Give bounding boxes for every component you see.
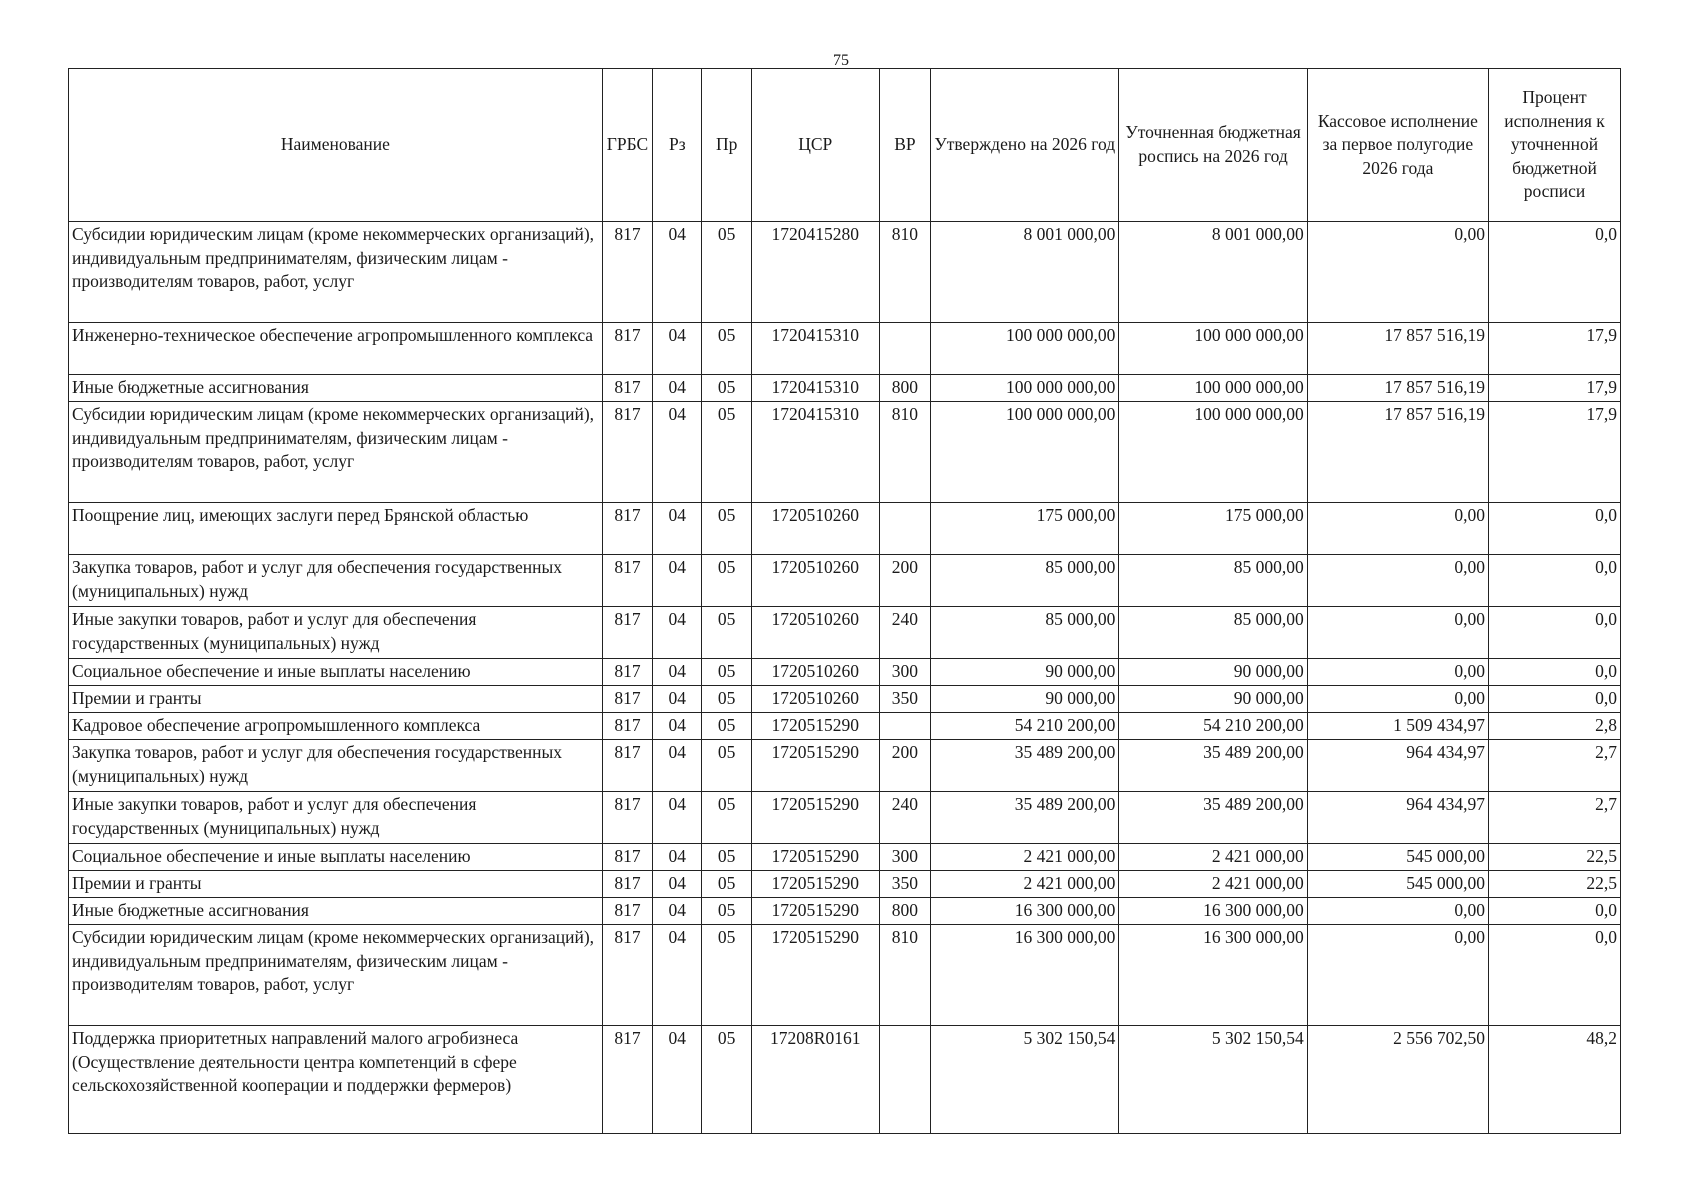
cell-cash: 545 000,00 — [1307, 871, 1488, 898]
cell-refined: 2 421 000,00 — [1119, 871, 1307, 898]
cell-percent: 2,7 — [1489, 792, 1621, 844]
cell-approved: 54 210 200,00 — [931, 713, 1119, 740]
cell-pr: 05 — [702, 323, 751, 375]
cell-rz: 04 — [653, 871, 702, 898]
cell-vr: 810 — [879, 925, 930, 1026]
table-row — [69, 898, 1621, 925]
cell-name: Субсидии юридическим лицам (кроме некоммерческих организаций), индивидуальным предпринимателям, физическим лицам - производителям товаров, работ, услуг — [69, 925, 603, 1026]
cell-csr: 1720510260 — [751, 555, 879, 607]
cell-csr: 1720515290 — [751, 740, 879, 792]
cell-approved: 175 000,00 — [931, 503, 1119, 555]
cell-rz: 04 — [653, 1026, 702, 1134]
cell-percent: 17,9 — [1489, 375, 1621, 402]
cell-grbs: 817 — [602, 402, 652, 503]
cell-approved: 2 421 000,00 — [931, 871, 1119, 898]
cell-rz: 04 — [653, 375, 702, 402]
cell-name: Иные бюджетные ассигнования — [69, 898, 603, 925]
cell-name: Инженерно-техническое обеспечение агропромышленного комплекса — [69, 323, 603, 375]
cell-pr: 05 — [702, 686, 751, 713]
cell-name: Социальное обеспечение и иные выплаты населению — [69, 659, 603, 686]
cell-approved: 90 000,00 — [931, 686, 1119, 713]
cell-refined: 90 000,00 — [1119, 686, 1307, 713]
cell-percent: 2,7 — [1489, 740, 1621, 792]
cell-pr: 05 — [702, 402, 751, 503]
cell-rz: 04 — [653, 555, 702, 607]
cell-rz: 04 — [653, 323, 702, 375]
header-name: Наименование — [69, 69, 603, 222]
cell-rz: 04 — [653, 925, 702, 1026]
cell-cash: 17 857 516,19 — [1307, 375, 1488, 402]
cell-rz: 04 — [653, 686, 702, 713]
cell-rz: 04 — [653, 740, 702, 792]
cell-vr: 810 — [879, 402, 930, 503]
cell-grbs: 817 — [602, 222, 652, 323]
cell-pr: 05 — [702, 713, 751, 740]
cell-approved: 2 421 000,00 — [931, 844, 1119, 871]
cell-pr: 05 — [702, 375, 751, 402]
cell-csr: 1720510260 — [751, 503, 879, 555]
cell-refined: 100 000 000,00 — [1119, 402, 1307, 503]
cell-grbs: 817 — [602, 323, 652, 375]
table-row — [69, 222, 1621, 323]
cell-approved: 90 000,00 — [931, 659, 1119, 686]
cell-vr — [879, 503, 930, 555]
page-number: 75 — [833, 52, 849, 69]
table-row — [69, 844, 1621, 871]
cell-percent: 22,5 — [1489, 844, 1621, 871]
cell-csr: 1720515290 — [751, 871, 879, 898]
cell-name: Иные закупки товаров, работ и услуг для обеспечения государственных (муниципальных) нужд — [69, 607, 603, 659]
cell-approved: 100 000 000,00 — [931, 323, 1119, 375]
table-body — [69, 222, 1621, 1134]
cell-grbs: 817 — [602, 555, 652, 607]
cell-approved: 8 001 000,00 — [931, 222, 1119, 323]
cell-rz: 04 — [653, 402, 702, 503]
cell-percent: 17,9 — [1489, 323, 1621, 375]
cell-rz: 04 — [653, 844, 702, 871]
cell-percent: 0,0 — [1489, 898, 1621, 925]
cell-pr: 05 — [702, 792, 751, 844]
cell-csr: 1720510260 — [751, 607, 879, 659]
cell-csr: 1720515290 — [751, 792, 879, 844]
cell-cash: 0,00 — [1307, 686, 1488, 713]
cell-grbs: 817 — [602, 503, 652, 555]
cell-pr: 05 — [702, 222, 751, 323]
cell-percent: 0,0 — [1489, 555, 1621, 607]
cell-cash: 1 509 434,97 — [1307, 713, 1488, 740]
table-row — [69, 555, 1621, 607]
header-pr: Пр — [702, 69, 751, 222]
cell-csr: 1720415310 — [751, 375, 879, 402]
cell-grbs: 817 — [602, 871, 652, 898]
header-rz: Рз — [653, 69, 702, 222]
cell-rz: 04 — [653, 713, 702, 740]
cell-name: Субсидии юридическим лицам (кроме некоммерческих организаций), индивидуальным предпринимателям, физическим лицам - производителям товаров, работ, услуг — [69, 402, 603, 503]
cell-pr: 05 — [702, 659, 751, 686]
cell-approved: 35 489 200,00 — [931, 740, 1119, 792]
cell-vr — [879, 713, 930, 740]
header-approved: Утверждено на 2026 год — [931, 69, 1119, 222]
cell-csr: 1720510260 — [751, 659, 879, 686]
table-row — [69, 375, 1621, 402]
cell-csr: 1720515290 — [751, 925, 879, 1026]
cell-refined: 35 489 200,00 — [1119, 740, 1307, 792]
cell-pr: 05 — [702, 844, 751, 871]
cell-pr: 05 — [702, 740, 751, 792]
cell-cash: 964 434,97 — [1307, 792, 1488, 844]
cell-approved: 16 300 000,00 — [931, 925, 1119, 1026]
cell-grbs: 817 — [602, 898, 652, 925]
cell-csr: 1720515290 — [751, 898, 879, 925]
cell-name: Поддержка приоритетных направлений малого агробизнеса (Осуществление деятельности центра компетенций в сфере сельскохозяйственной кооперации и поддержки фермеров) — [69, 1026, 603, 1134]
header-cash: Кассовое исполнение за первое полугодие 2026 года — [1307, 69, 1488, 222]
cell-grbs: 817 — [602, 1026, 652, 1134]
cell-cash: 2 556 702,50 — [1307, 1026, 1488, 1134]
cell-name: Премии и гранты — [69, 686, 603, 713]
cell-csr: 1720515290 — [751, 844, 879, 871]
cell-name: Иные закупки товаров, работ и услуг для обеспечения государственных (муниципальных) нужд — [69, 792, 603, 844]
cell-percent: 17,9 — [1489, 402, 1621, 503]
cell-refined: 100 000 000,00 — [1119, 375, 1307, 402]
cell-csr: 1720415310 — [751, 323, 879, 375]
table-row — [69, 659, 1621, 686]
cell-approved: 5 302 150,54 — [931, 1026, 1119, 1134]
table-row — [69, 740, 1621, 792]
cell-vr — [879, 323, 930, 375]
cell-rz: 04 — [653, 503, 702, 555]
cell-rz: 04 — [653, 659, 702, 686]
header-refined: Уточненная бюджетная роспись на 2026 год — [1119, 69, 1307, 222]
cell-percent: 22,5 — [1489, 871, 1621, 898]
cell-vr: 240 — [879, 792, 930, 844]
cell-refined: 85 000,00 — [1119, 555, 1307, 607]
cell-csr: 1720415310 — [751, 402, 879, 503]
header-percent: Процент исполнения к уточненной бюджетной росписи — [1489, 69, 1621, 222]
cell-approved: 100 000 000,00 — [931, 375, 1119, 402]
table-row — [69, 792, 1621, 844]
cell-approved: 16 300 000,00 — [931, 898, 1119, 925]
header-row — [69, 69, 1621, 222]
cell-vr: 800 — [879, 375, 930, 402]
cell-percent: 0,0 — [1489, 607, 1621, 659]
cell-grbs: 817 — [602, 375, 652, 402]
cell-name: Закупка товаров, работ и услуг для обеспечения государственных (муниципальных) нужд — [69, 740, 603, 792]
cell-rz: 04 — [653, 792, 702, 844]
cell-refined: 16 300 000,00 — [1119, 925, 1307, 1026]
cell-refined: 54 210 200,00 — [1119, 713, 1307, 740]
table-row — [69, 713, 1621, 740]
cell-percent: 0,0 — [1489, 222, 1621, 323]
cell-refined: 2 421 000,00 — [1119, 844, 1307, 871]
cell-cash: 17 857 516,19 — [1307, 402, 1488, 503]
cell-vr: 200 — [879, 740, 930, 792]
cell-vr: 240 — [879, 607, 930, 659]
cell-cash: 0,00 — [1307, 607, 1488, 659]
cell-vr: 810 — [879, 222, 930, 323]
table-row — [69, 607, 1621, 659]
cell-refined: 175 000,00 — [1119, 503, 1307, 555]
cell-cash: 17 857 516,19 — [1307, 323, 1488, 375]
cell-percent: 0,0 — [1489, 686, 1621, 713]
header-vr: ВР — [879, 69, 930, 222]
cell-cash: 0,00 — [1307, 925, 1488, 1026]
cell-percent: 0,0 — [1489, 503, 1621, 555]
cell-name: Иные бюджетные ассигнования — [69, 375, 603, 402]
cell-name: Поощрение лиц, имеющих заслуги перед Брянской областью — [69, 503, 603, 555]
header-grbs: ГРБС — [602, 69, 652, 222]
cell-approved: 85 000,00 — [931, 555, 1119, 607]
cell-refined: 5 302 150,54 — [1119, 1026, 1307, 1134]
cell-percent: 0,0 — [1489, 659, 1621, 686]
table-row — [69, 323, 1621, 375]
cell-grbs: 817 — [602, 792, 652, 844]
cell-pr: 05 — [702, 1026, 751, 1134]
cell-cash: 0,00 — [1307, 659, 1488, 686]
cell-name: Закупка товаров, работ и услуг для обеспечения государственных (муниципальных) нужд — [69, 555, 603, 607]
cell-percent: 0,0 — [1489, 925, 1621, 1026]
cell-refined: 100 000 000,00 — [1119, 323, 1307, 375]
cell-name: Кадровое обеспечение агропромышленного комплекса — [69, 713, 603, 740]
cell-vr: 350 — [879, 871, 930, 898]
cell-grbs: 817 — [602, 740, 652, 792]
cell-approved: 85 000,00 — [931, 607, 1119, 659]
cell-grbs: 817 — [602, 713, 652, 740]
cell-grbs: 817 — [602, 844, 652, 871]
cell-grbs: 817 — [602, 607, 652, 659]
cell-grbs: 817 — [602, 659, 652, 686]
cell-csr: 1720515290 — [751, 713, 879, 740]
cell-cash: 0,00 — [1307, 898, 1488, 925]
cell-cash: 964 434,97 — [1307, 740, 1488, 792]
cell-pr: 05 — [702, 503, 751, 555]
cell-vr: 300 — [879, 844, 930, 871]
cell-vr — [879, 1026, 930, 1134]
cell-cash: 0,00 — [1307, 222, 1488, 323]
cell-pr: 05 — [702, 607, 751, 659]
header-csr: ЦСР — [751, 69, 879, 222]
cell-csr: 1720415280 — [751, 222, 879, 323]
cell-csr: 17208R0161 — [751, 1026, 879, 1134]
cell-pr: 05 — [702, 555, 751, 607]
cell-grbs: 817 — [602, 925, 652, 1026]
cell-cash: 545 000,00 — [1307, 844, 1488, 871]
cell-rz: 04 — [653, 607, 702, 659]
table-row — [69, 1026, 1621, 1134]
cell-approved: 100 000 000,00 — [931, 402, 1119, 503]
table-row — [69, 925, 1621, 1026]
cell-grbs: 817 — [602, 686, 652, 713]
table-row — [69, 402, 1621, 503]
cell-refined: 8 001 000,00 — [1119, 222, 1307, 323]
cell-refined: 85 000,00 — [1119, 607, 1307, 659]
cell-percent: 2,8 — [1489, 713, 1621, 740]
cell-csr: 1720510260 — [751, 686, 879, 713]
cell-cash: 0,00 — [1307, 503, 1488, 555]
cell-vr: 800 — [879, 898, 930, 925]
cell-vr: 350 — [879, 686, 930, 713]
cell-pr: 05 — [702, 925, 751, 1026]
table-row — [69, 503, 1621, 555]
budget-table — [68, 68, 1621, 1134]
cell-rz: 04 — [653, 898, 702, 925]
cell-percent: 48,2 — [1489, 1026, 1621, 1134]
cell-refined: 35 489 200,00 — [1119, 792, 1307, 844]
cell-vr: 200 — [879, 555, 930, 607]
table-row — [69, 686, 1621, 713]
cell-name: Премии и гранты — [69, 871, 603, 898]
cell-pr: 05 — [702, 871, 751, 898]
cell-refined: 16 300 000,00 — [1119, 898, 1307, 925]
cell-refined: 90 000,00 — [1119, 659, 1307, 686]
cell-name: Субсидии юридическим лицам (кроме некоммерческих организаций), индивидуальным предпринимателям, физическим лицам - производителям товаров, работ, услуг — [69, 222, 603, 323]
cell-vr: 300 — [879, 659, 930, 686]
cell-pr: 05 — [702, 898, 751, 925]
table-row — [69, 871, 1621, 898]
cell-cash: 0,00 — [1307, 555, 1488, 607]
cell-approved: 35 489 200,00 — [931, 792, 1119, 844]
cell-name: Социальное обеспечение и иные выплаты населению — [69, 844, 603, 871]
cell-rz: 04 — [653, 222, 702, 323]
